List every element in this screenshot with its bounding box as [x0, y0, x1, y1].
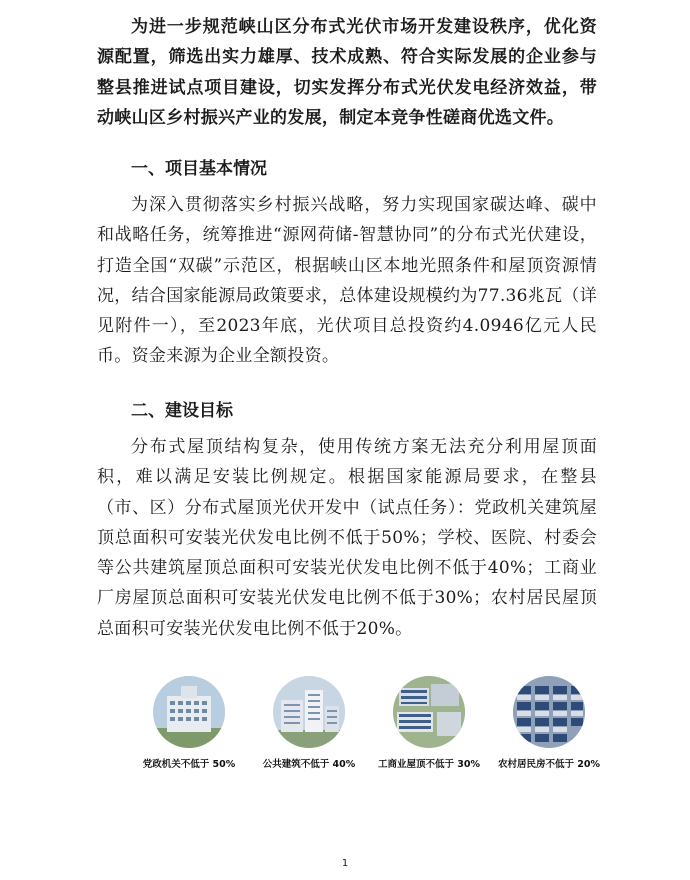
figure-caption: 工商业屋顶不低于 30%	[377, 759, 481, 770]
section-1-body: 为深入贯彻落实乡村振兴战略，努力实现国家碳达峰、碳中和战略任务，统筹推进“源网荷储-智慧协同”的分布式光伏建设，打造全国“双碳”示范区，根据峡山区本地光照条件和屋顶资源情况，结合国家能源局政策要求，总体建设规模约为77.36兆瓦（详见附件一），至2023年底，光伏项目总投资约4.0946亿元人民币。资金来源为企业全额投资。	[97, 195, 597, 367]
industrial-roof-icon	[393, 676, 465, 748]
page-number: 1	[341, 858, 349, 869]
section-2-body: 分布式屋顶结构复杂，使用传统方案无法充分利用屋顶面积，难以满足安装比例规定。根据国家能源局要求，在整县（市、区）分布式屋顶光伏开发中（试点任务）：党政机关建筑屋顶总面积可安装光伏发电比例不低于50%；学校、医院、村委会等公共建筑屋顶总面积可安装光伏发电比例不低于40%；工商业厂房屋顶总面积可安装光伏发电比例不低于30%；农村居民屋顶总面积可安装光伏发电比例不低于20%。	[97, 437, 597, 639]
section-1-heading: 一、项目基本情况	[131, 159, 267, 179]
figure-caption: 公共建筑不低于 40%	[262, 759, 356, 770]
figure-caption: 农村居民房不低于 20%	[497, 759, 601, 770]
government-building-icon	[153, 676, 225, 748]
section-2-heading: 二、建设目标	[131, 401, 233, 421]
figure-rural	[489, 676, 609, 770]
figure-industrial	[369, 676, 489, 770]
rural-house-icon	[513, 676, 585, 748]
figure-caption: 党政机关不低于 50%	[142, 759, 236, 770]
intro-paragraph: 为进一步规范峡山区分布式光伏市场开发建设秩序，优化资源配置，筛选出实力雄厚、技术成熟、符合实际发展的企业参与整县推进试点项目建设，切实发挥分布式光伏发电经济效益，带动峡山区乡村振兴产业的发展，制定本竞争性磋商优选文件。	[97, 17, 597, 128]
figure-government	[129, 676, 249, 770]
figure-public	[249, 676, 369, 770]
public-building-icon	[273, 676, 345, 748]
